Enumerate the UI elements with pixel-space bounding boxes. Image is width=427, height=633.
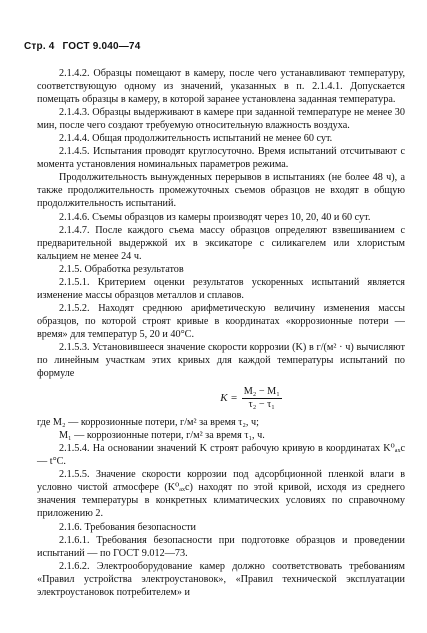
paragraph-2-1-4-7: 2.1.4.7. После каждого съема массу образцов определяют взвешиванием с предварительной выдержкой их в эксикаторе с силикагелем или хлористым кальцием не менее 24 ч. <box>37 224 405 262</box>
paragraph-2-1-6-2: 2.1.6.2. Электрооборудование камер должно соответствовать требованиям «Правил устройства электроустановок», «Правил технической эксплуатации электроустановок потребителем» и <box>37 560 405 598</box>
formula-legend-m1: M₁ — коррозионные потери, г/м² за время τ₁, ч. <box>59 430 265 442</box>
formula-numerator: M₂ − M₁ <box>243 385 280 397</box>
paragraph-2-1-5-2: 2.1.5.2. Находят среднюю арифметическую величину изменения массы образцов, по которой строят кривые в координатах «коррозионные потери — время» для температур 5, 20 и 40°С. <box>37 302 405 340</box>
formula-lhs: K = <box>220 391 238 404</box>
formula-denominator: τ₂ − τ₁ <box>248 398 275 410</box>
paragraph-2-1-5-3: 2.1.5.3. Установившееся значение скорости коррозии (K) в г/(м² · ч) вычисляют по линейным участкам этих кривых для каждой температуры испытаний по формуле <box>37 341 405 380</box>
paragraph-2-1-4-2: 2.1.4.2. Образцы помещают в камеру, после чего устанавливают температуру, соответствующую одному из значений, указанных в п. 2.1.4.1. Допускается помещать образцы в камеру, в которой заранее установлена заданная температура. <box>37 68 405 106</box>
paragraph-2-1-4-5: 2.1.4.5. Испытания проводят круглосуточно. Время испытаний отсчитывают с момента установления номинальных параметров режима. <box>37 146 405 171</box>
paragraph-2-1-5-1: 2.1.5.1. Критерием оценки результатов ускоренных испытаний является изменение массы образцов металлов и сплавов. <box>37 276 405 301</box>
paragraph-2-1-6-1: 2.1.6.1. Требования безопасности при подготовке образцов и проведении испытаний — по ГОСТ 9.012—73. <box>37 534 405 559</box>
paragraph-2-1-5-5: 2.1.5.5. Значение скорости коррозии под адсорбционной пленкой влаги в условно чистой атмосфере (K⁰ₐₓc) находят по этой кривой, исходя из среднего значения температуры в конкретных климатических условиях по справочному приложению 2. <box>37 469 405 520</box>
standard-code: ГОСТ 9.040—74 <box>62 41 141 52</box>
section-heading-2-1-6: 2.1.6. Требования безопасности <box>59 521 197 533</box>
formula-legend-m2: где M₂ — коррозионные потери, г/м² за время τ₂, ч; <box>37 417 259 429</box>
paragraph-2-1-4-6: 2.1.4.6. Съемы образцов из камеры производят через 10, 20, 40 и 60 сут. <box>59 211 371 223</box>
corrosion-rate-formula <box>97 383 405 413</box>
formula-fraction <box>242 386 282 411</box>
page-number: Стр. 4 <box>24 41 55 52</box>
paragraph-interruptions: Продолжительность вынужденных перерывов в испытаниях (не более 48 ч), а также продолжительность промежуточных съемов образцов не входят в общую продолжительность испытаний. <box>37 172 405 210</box>
document-body <box>37 67 405 599</box>
section-heading-2-1-5: 2.1.5. Обработка результатов <box>59 263 184 275</box>
paragraph-2-1-5-4: 2.1.5.4. На основании значений K строят рабочую кривую в координатах K⁰ₐₓc — t°С. <box>37 443 405 468</box>
page-header <box>24 40 145 53</box>
paragraph-2-1-4-4: 2.1.4.4. Общая продолжительность испытаний не менее 60 сут. <box>59 133 333 145</box>
paragraph-2-1-4-3: 2.1.4.3. Образцы выдерживают в камере при заданной температуре не менее 30 мин, после чего создают требуемую относительную влажность воздуха. <box>37 107 405 132</box>
